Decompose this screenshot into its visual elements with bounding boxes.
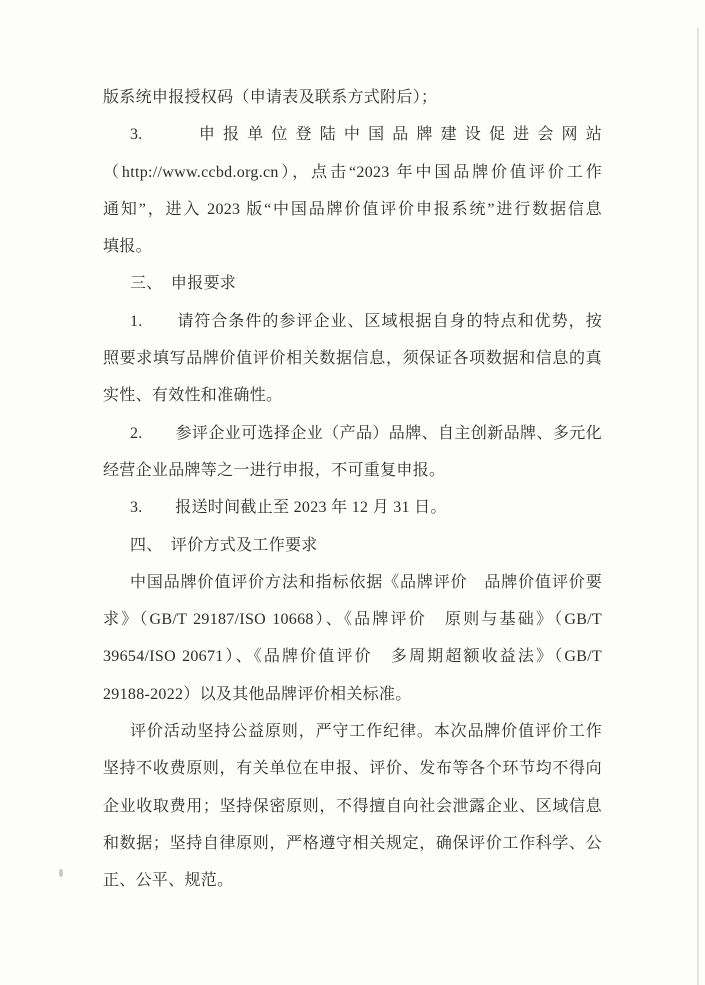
- list-item-line: 3. 报送时间截止至 2023 年 12 月 31 日。: [130, 499, 447, 517]
- paragraph-line: 39654/ISO 20671）、《品牌价值评价 多周期超额收益法》（GB/T: [103, 648, 602, 666]
- section-heading-3: 三、 申报要求: [130, 275, 237, 293]
- paragraph-line: 经营企业品牌等之一进行申报，不可重复申报。: [103, 461, 446, 479]
- paragraph-line: 评价活动坚持公益原则，严守工作纪律。本次品牌价值评价工作: [130, 723, 602, 741]
- paragraph-line: 版系统申报授权码（申请表及联系方式附后）；: [103, 89, 438, 106]
- section-heading-4: 四、 评价方式及工作要求: [130, 536, 318, 554]
- scan-artifact: [59, 869, 63, 877]
- paragraph-line: 29188-2022）以及其他品牌评价相关标准。: [103, 685, 412, 703]
- list-item-line: 1. 请符合条件的参评企业、区域根据自身的特点和优势，按: [130, 312, 602, 330]
- paragraph-line: 求》（GB/T 29187/ISO 10668）、《品牌评价 原则与基础》（GB/T: [103, 611, 602, 629]
- paragraph-line: （http://www.ccbd.org.cn），点击“2023 年中国品牌价值评价工作: [103, 163, 602, 181]
- scan-edge-line: [697, 28, 699, 985]
- paragraph-line: 填报。: [103, 238, 152, 256]
- paragraph-line: 照要求填写品牌价值评价相关数据信息，须保证各项数据和信息的真: [103, 350, 602, 368]
- paragraph-line: 通知”，进入 2023 版“中国品牌价值评价申报系统”进行数据信息: [103, 200, 602, 218]
- paragraph-line: 企业收取费用；坚持保密原则，不得擅自向社会泄露企业、区域信息: [103, 797, 602, 815]
- paragraph-line: 坚持不收费原则，有关单位在申报、评价、发布等各个环节均不得向: [103, 760, 602, 778]
- paragraph-line: 和数据；坚持自律原则，严格遵守相关规定，确保评价工作科学、公: [103, 834, 602, 852]
- paragraph-line: 正、公平、规范。: [103, 872, 234, 890]
- document-body: [103, 79, 602, 900]
- paragraph-line: 中国品牌价值评价方法和指标依据《品牌评价 品牌价值评价要: [130, 573, 602, 591]
- list-item-line: 3. 申报单位登陆中国品牌建设促进会网站: [130, 126, 602, 144]
- list-item-line: 2. 参评企业可选择企业（产品）品牌、自主创新品牌、多元化: [130, 424, 602, 442]
- paragraph-line: 实性、有效性和准确性。: [103, 387, 283, 405]
